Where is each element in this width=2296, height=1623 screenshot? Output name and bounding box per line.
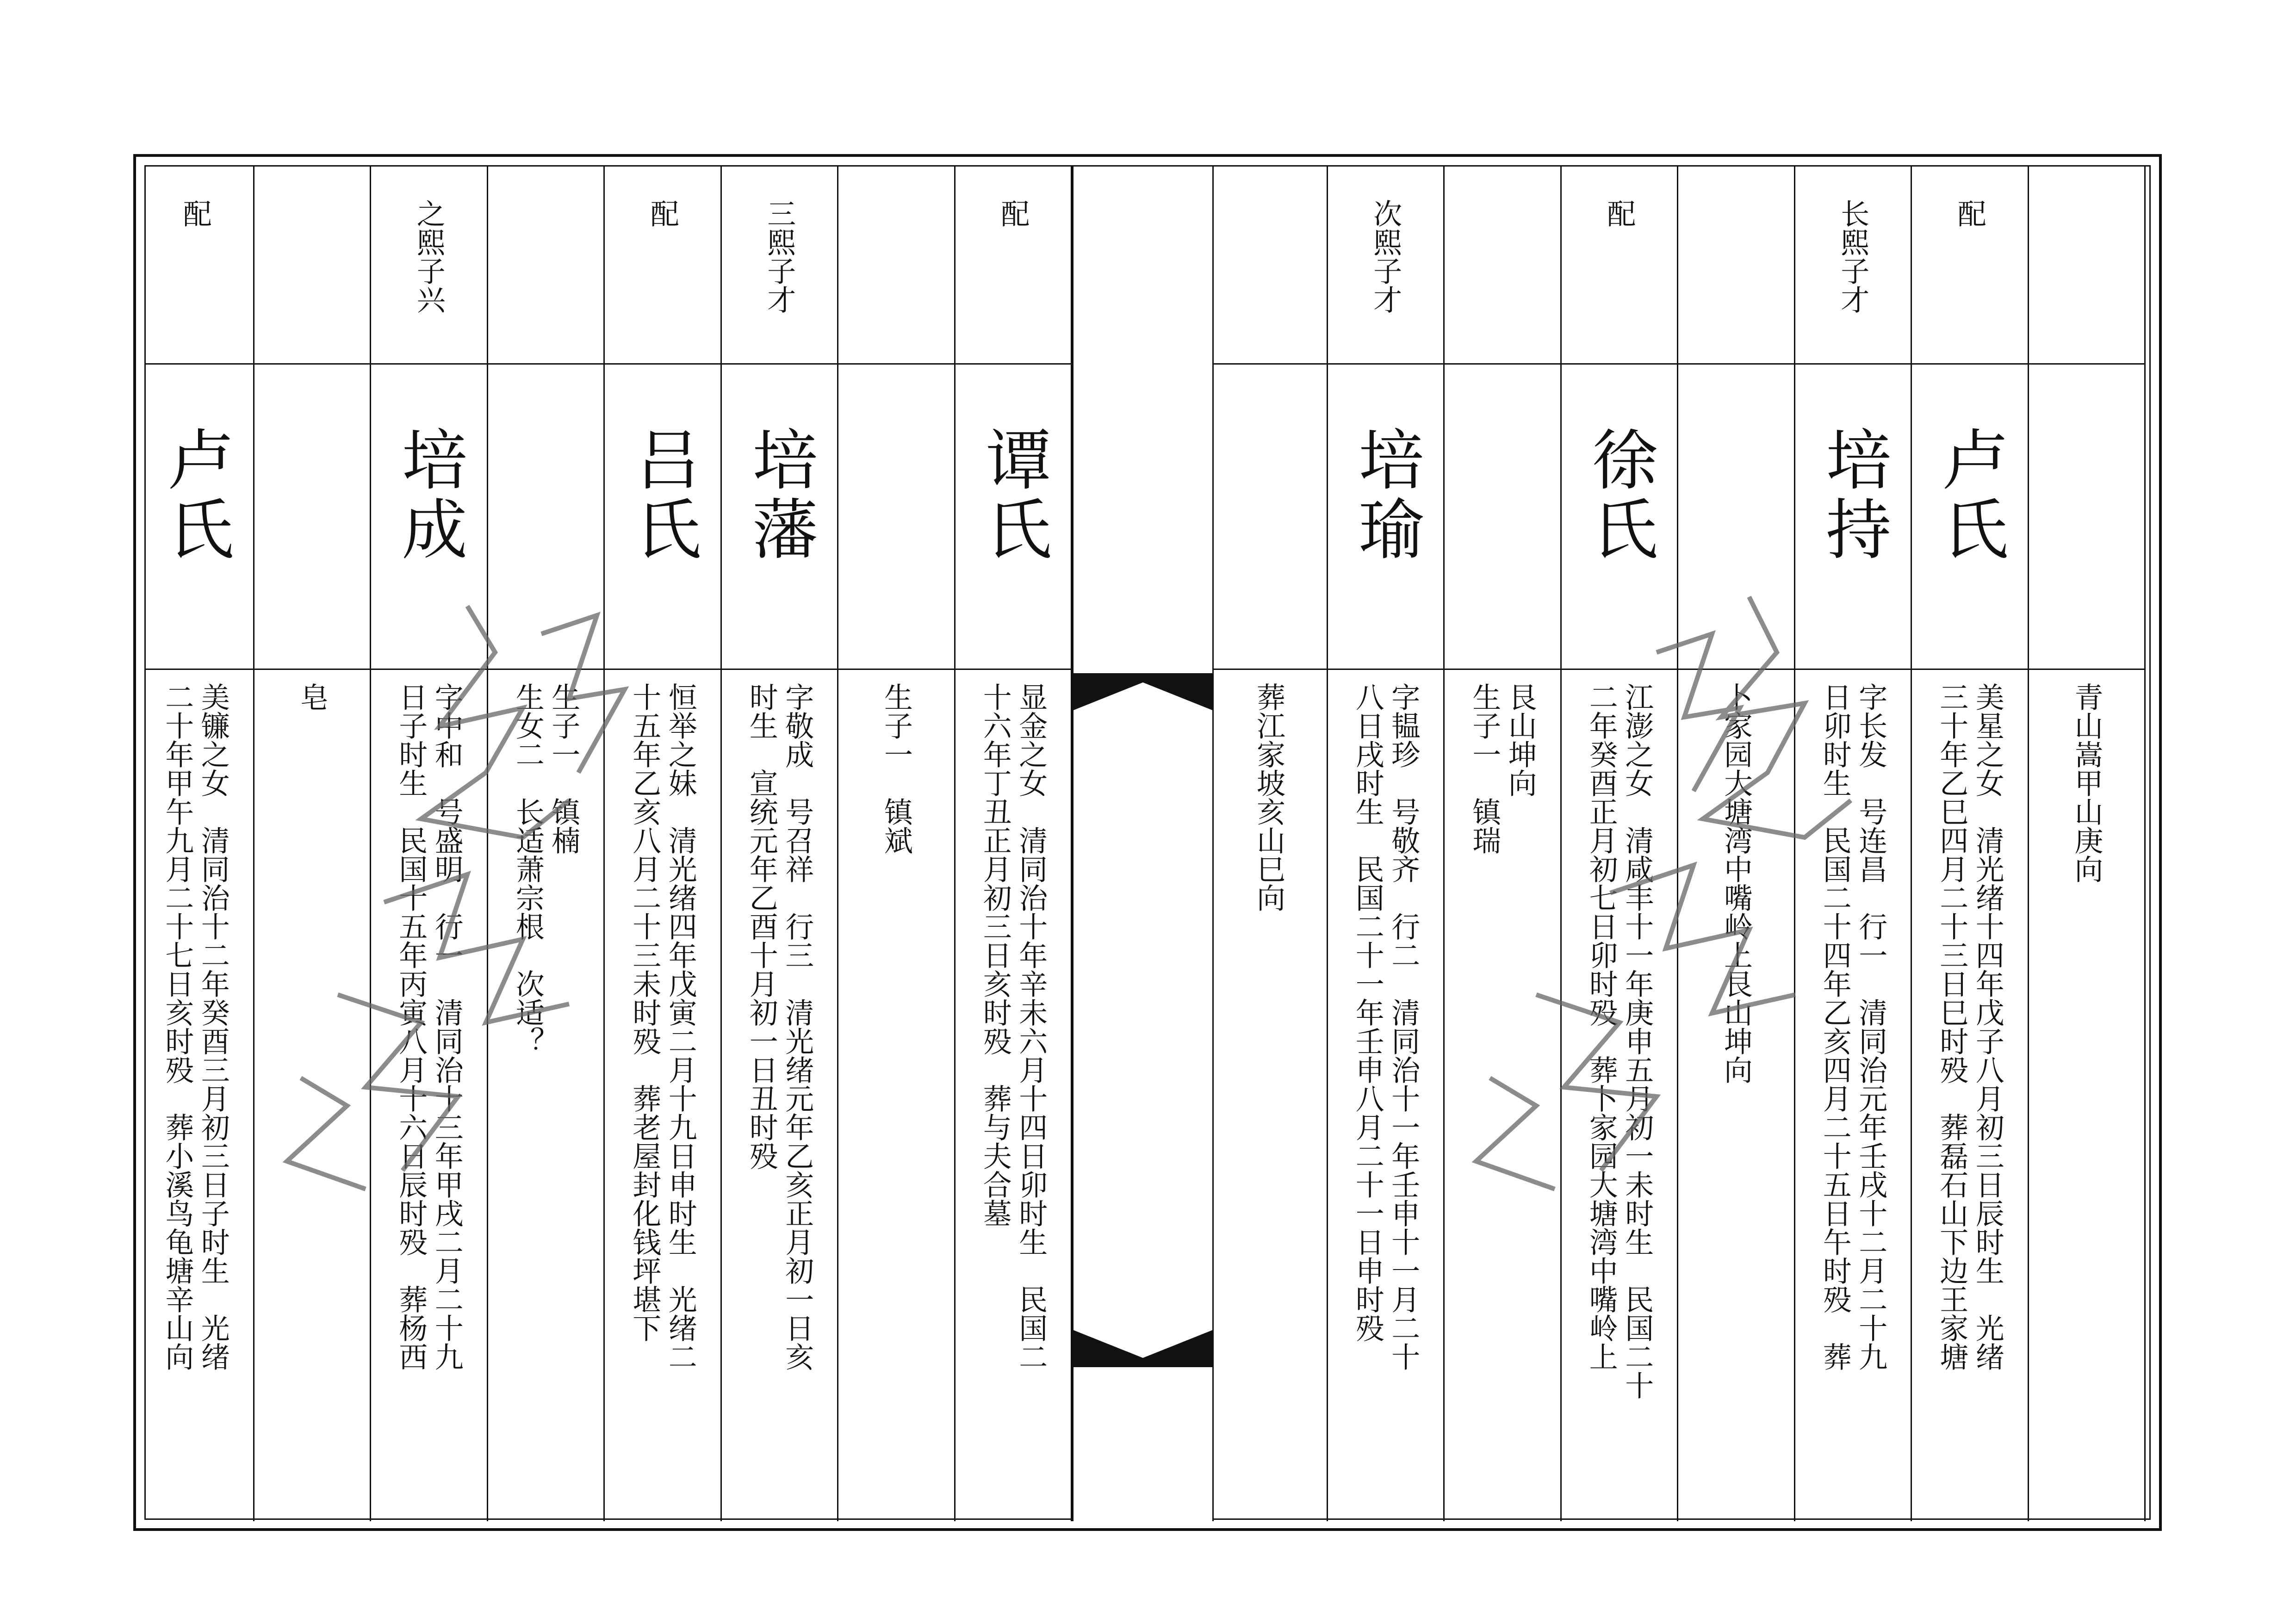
bio-line: 生子一 镇楠 (546, 682, 581, 855)
bio-line: 字韫珍 号敬齐 行二 清同治十一年壬申十一月二十 (1386, 682, 1421, 1371)
person-name: 培藩 (741, 426, 818, 564)
genealogy-column (371, 167, 488, 1521)
fishtail-top (1074, 673, 1212, 710)
genealogy-column (1678, 167, 1795, 1521)
column-role: 三熙子才 (762, 199, 796, 314)
fishtail-bottom (1074, 1330, 1212, 1367)
bio-line: 恒举之妹 清光绪四年戊寅二月十九日申时生 光绪二 (664, 682, 698, 1371)
bio-line: 生女二 长适萧宗根 次适？ (511, 682, 545, 1055)
genealogy-column (956, 167, 1073, 1521)
bio-line: 二年癸酉正月初七日卯时殁 葬卜家园大塘湾中嘴岭上 (1584, 682, 1619, 1371)
spine-middle (1074, 673, 1212, 1367)
column-grid (146, 167, 2146, 1521)
bio-line: 显金之女 清同治十年辛未六月十四日卯时生 民国二 (1014, 682, 1048, 1371)
genealogy-column (2029, 167, 2146, 1521)
genealogy-column (605, 167, 722, 1521)
genealogy-column (254, 167, 372, 1521)
genealogy-column (1912, 167, 2029, 1521)
genealogy-column (1445, 167, 1562, 1521)
column-role: 配 (645, 199, 680, 228)
column-role: 配 (1953, 199, 1987, 228)
genealogy-column (137, 167, 254, 1521)
person-name: 培瑜 (1347, 426, 1424, 564)
bio-line: 卜家园大塘湾中嘴岭上艮山坤向 (1719, 682, 1753, 1084)
bio-line: 江澎之女 清咸丰十一年庚申五月初一未时生 民国二十 (1620, 682, 1654, 1400)
bio-line: 字中和 号盛明 行一 清同治十三年甲戌二月二十九 (430, 682, 464, 1371)
person-name: 徐氏 (1581, 426, 1657, 564)
inner-frame (144, 165, 2151, 1520)
column-role: 次熙子才 (1368, 199, 1402, 314)
person-name: 吕氏 (624, 426, 701, 564)
bio-line: 二十年甲午九月二十七日亥时殁 葬小溪鸟龟塘辛山向 (160, 682, 194, 1371)
person-name: 谭氏 (974, 426, 1051, 564)
column-role: 配 (178, 199, 212, 228)
genealogy-page (133, 154, 2162, 1531)
bio-line: 字长发 号连昌 行一 清同治元年壬戌十二月二十九 (1854, 682, 1888, 1371)
person-name: 培持 (1814, 426, 1891, 564)
bio-line: 八日戌时生 民国二十一年壬申八月二十一日申时殁 (1351, 682, 1385, 1342)
genealogy-column (722, 167, 839, 1521)
bio-line: 青山嵩甲山庚向 (2070, 682, 2104, 883)
bio-line: 皂 (295, 682, 329, 711)
bio-line: 十五年乙亥八月二十三未时殁 葬老屋封化钱坪堪下 (627, 682, 662, 1342)
title-spine (1072, 167, 1214, 1521)
bio-line: 日子时生 民国十五年丙寅八月十六日辰时殁 葬杨西 (394, 682, 428, 1371)
bio-line: 美镰之女 清同治十二年癸酉三月初三日子时生 光绪 (196, 682, 230, 1371)
column-role: 长熙子才 (1836, 199, 1870, 314)
bio-line: 十六年丁丑正月初三日亥时殁 葬与夫合墓 (978, 682, 1012, 1227)
bio-line: 三十年乙巳四月二十三日巳时殁 葬磊石山下边王家塘 (1935, 682, 1969, 1371)
bio-line: 美星之女 清光绪十四年戊子八月初三日辰时生 光绪 (1971, 682, 2005, 1371)
bio-line: 日卯时生 民国二十四年乙亥四月二十五日午时殁 葬 (1818, 682, 1852, 1371)
person-name: 卢氏 (1931, 426, 2008, 564)
genealogy-column (1211, 167, 1328, 1521)
person-name: 卢氏 (157, 426, 234, 564)
genealogy-column (488, 167, 605, 1521)
bio-line: 时生 宣统元年乙酉十月初一日丑时殁 (745, 682, 779, 1170)
genealogy-column (1562, 167, 1679, 1521)
bio-line: 字敬成 号召祥 行三 清光绪元年乙亥正月初一日亥 (780, 682, 814, 1371)
bio-line: 艮山坤向 (1503, 682, 1538, 797)
column-role: 配 (1602, 199, 1636, 228)
column-role: 之熙子兴 (412, 199, 446, 314)
genealogy-column (838, 167, 956, 1521)
bio-line: 生子一 镇斌 (879, 682, 913, 855)
column-role: 配 (996, 199, 1030, 228)
genealogy-column (1328, 167, 1445, 1521)
person-name: 培成 (391, 426, 467, 564)
bio-line: 葬江家坡亥山巳向 (1252, 682, 1286, 912)
bio-line: 生子一 镇瑞 (1467, 682, 1502, 855)
genealogy-column (1795, 167, 1912, 1521)
